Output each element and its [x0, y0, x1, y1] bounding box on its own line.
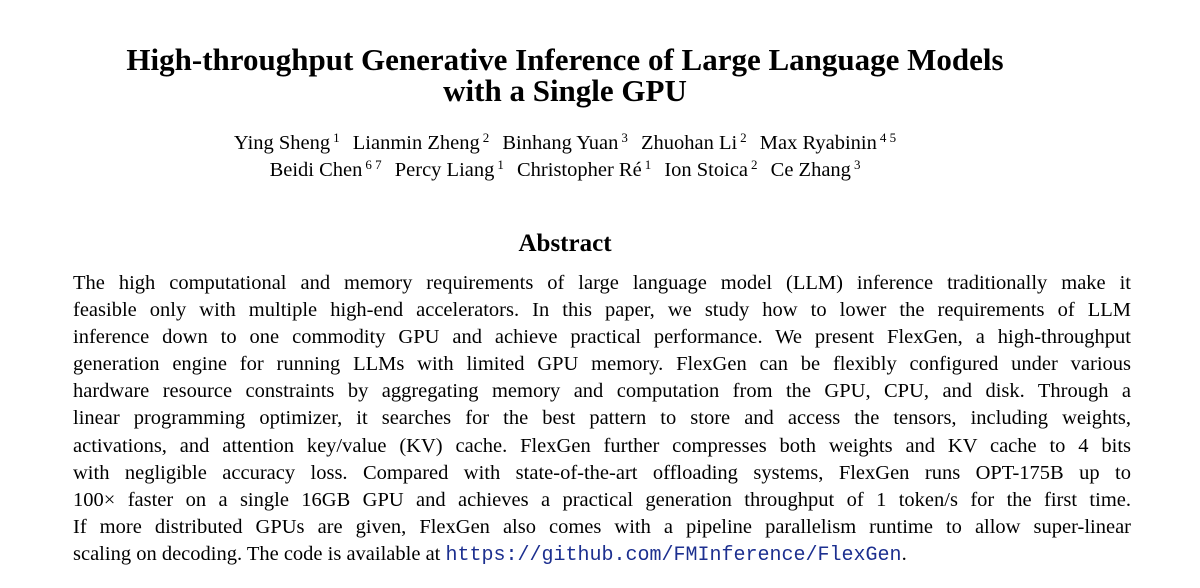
- author: [502, 130, 627, 157]
- author: [395, 157, 504, 184]
- author-affiliation: 1: [333, 130, 340, 145]
- author: [771, 157, 861, 184]
- author-name: Beidi Chen: [269, 159, 363, 181]
- author-name: Ion Stoica: [664, 159, 749, 181]
- author-line: [0, 157, 1130, 184]
- paper-title: [0, 44, 1130, 106]
- author-name: Lianmin Zheng: [352, 132, 480, 154]
- author-name: Christopher Ré: [517, 159, 642, 181]
- author-affiliation: 3: [853, 157, 861, 172]
- author-affiliation: 4 5: [879, 130, 897, 145]
- author-name: Ce Zhang: [770, 159, 851, 181]
- abstract-text: .: [901, 542, 907, 565]
- abstract-line: If more distributed GPUs are given, FlexGen also comes with a pipeline parallelism runtime to allow super-linear: [73, 515, 1131, 538]
- author-name: Zhuohan Li: [640, 132, 738, 154]
- author-name: Percy Liang: [394, 159, 495, 181]
- title-line: High-throughput Generative Inference of Large Language Models: [126, 42, 1004, 77]
- title-line: with a Single GPU: [443, 73, 687, 108]
- code-repository-link[interactable]: https://github.com/FMInference/FlexGen: [445, 543, 902, 567]
- abstract-line: inference down to one commodity GPU and achieve practical performance. We present FlexGen, a high-throughput: [73, 326, 1131, 349]
- author-affiliation: 2: [751, 157, 758, 172]
- abstract-body: [73, 270, 1131, 569]
- author-affiliation: 1: [497, 157, 504, 172]
- abstract-line: activations, and attention key/value (KV) cache. FlexGen further compresses both weights and KV cache to 4 bits: [73, 434, 1131, 457]
- author-affiliation: 2: [482, 130, 490, 145]
- author: [760, 130, 896, 157]
- author-affiliation: 1: [644, 157, 652, 172]
- author-list: [0, 130, 1130, 184]
- abstract-line: [73, 541, 1131, 569]
- abstract-heading: Abstract: [518, 230, 612, 257]
- author: [517, 157, 651, 184]
- abstract-line: with negligible accuracy loss. Compared with state-of-the-art offloading systems, FlexGen runs OPT-175B up to: [73, 461, 1131, 484]
- abstract-line: 100× faster on a single 16GB GPU and achieves a practical generation throughput of 1 token/s for the first time.: [73, 488, 1131, 511]
- abstract-line: The high computational and memory requirements of large language model (LLM) inference traditionally make it: [73, 272, 1131, 294]
- author-line: [0, 130, 1130, 157]
- author-name: Binhang Yuan: [502, 132, 619, 154]
- author-affiliation: 3: [621, 130, 628, 145]
- author-name: Max Ryabinin: [759, 132, 877, 154]
- author-name: Ying Sheng: [233, 132, 331, 154]
- abstract-line: feasible only with multiple high-end accelerators. In this paper, we study how to lower the requirements of LLM: [73, 299, 1131, 322]
- author-affiliation: 2: [740, 130, 747, 145]
- abstract-line: hardware resource constraints by aggregating memory and computation from the GPU, CPU, and disk. Through a: [73, 380, 1131, 403]
- author: [664, 157, 757, 184]
- author-affiliation: 6 7: [365, 157, 382, 172]
- abstract-line: linear programming optimizer, it searches for the best pattern to store and access the tensors, including weights,: [73, 407, 1131, 430]
- author: [234, 130, 340, 157]
- abstract-text: scaling on decoding. The code is available at: [73, 542, 446, 565]
- author: [270, 157, 382, 184]
- author: [641, 130, 747, 157]
- abstract-line: generation engine for running LLMs with limited GPU memory. FlexGen can be flexibly configured under various: [73, 353, 1131, 376]
- author: [353, 130, 489, 157]
